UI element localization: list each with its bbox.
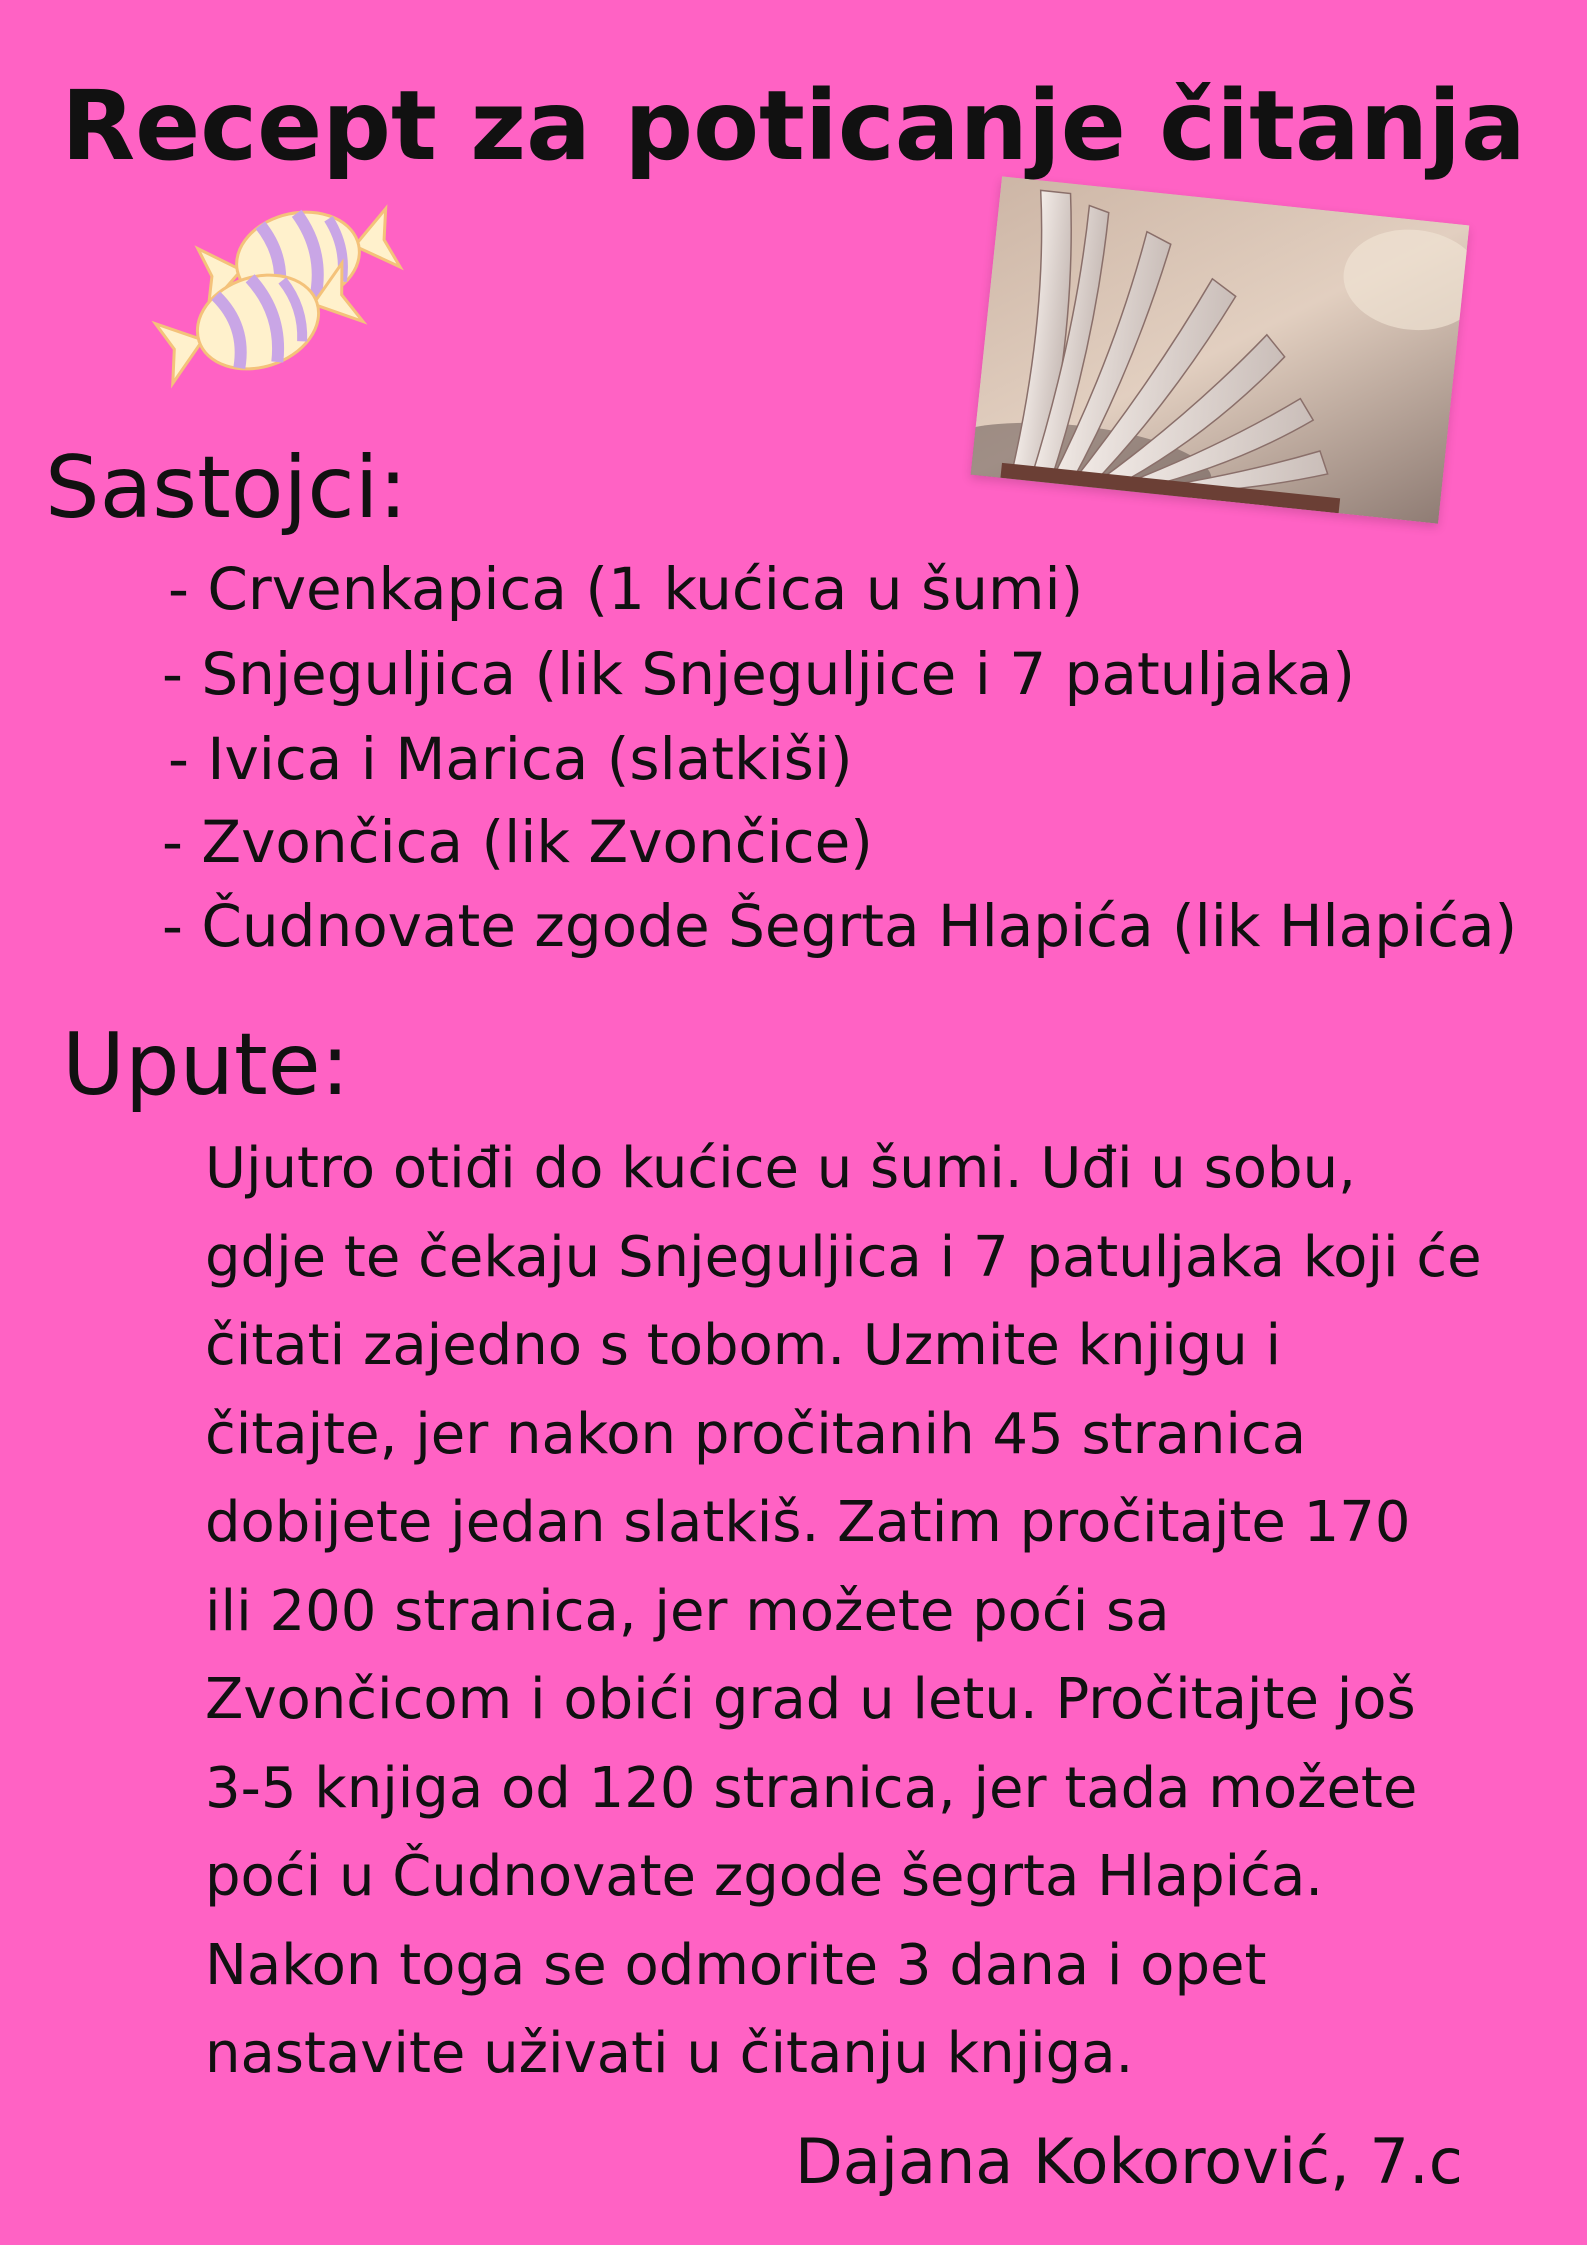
instructions-line: Ujutro otiđi do kućice u šumi. Uđi u sobu, (205, 1136, 1356, 1201)
ingredient-item: - Čudnovate zgode Šegrta Hlapića (lik Hlapića) (162, 892, 1518, 960)
instructions-line: dobijete jedan slatkiš. Zatim pročitajte 170 (205, 1490, 1411, 1555)
instructions-heading: Upute: (62, 1015, 350, 1115)
instructions-line: nastavite uživati u čitanju knjiga. (205, 2021, 1134, 2086)
instructions-line: poći u Čudnovate zgode šegrta Hlapića. (205, 1844, 1324, 1909)
open-book-icon (971, 176, 1470, 523)
instructions-line: Zvončicom i obići grad u letu. Pročitajte još (205, 1667, 1416, 1732)
instructions-line: ili 200 stranica, jer možete poći sa (205, 1578, 1170, 1644)
instructions-line: Nakon toga se odmorite 3 dana i opet (205, 1932, 1267, 1998)
instructions-line: 3-5 knjiga od 120 stranica, jer tada možete (205, 1755, 1418, 1821)
instructions-line: gdje te čekaju Snjeguljica i 7 patuljaka koji će (205, 1224, 1482, 1290)
open-book-photo (971, 176, 1470, 523)
author-signature: Dajana Kokorović, 7.c (795, 2125, 1463, 2198)
ingredient-item: - Snjeguljica (lik Snjeguljice i 7 patuljaka) (162, 640, 1355, 708)
ingredient-item: - Zvončica (lik Zvončice) (162, 808, 873, 876)
page-title: Recept za poticanje čitanja (61, 70, 1526, 182)
instructions-text (205, 1125, 1525, 2099)
ingredient-item: - Crvenkapica (1 kućica u šumi) (168, 555, 1084, 623)
instructions-line: čitajte, jer nakon pročitanih 45 stranica (205, 1401, 1307, 1467)
instructions-line: čitati zajedno s tobom. Uzmite knjigu i (205, 1313, 1282, 1378)
candy-icon (150, 200, 430, 400)
ingredients-heading: Sastojci: (45, 438, 408, 538)
ingredient-item: - Ivica i Marica (slatkiši) (168, 725, 853, 793)
